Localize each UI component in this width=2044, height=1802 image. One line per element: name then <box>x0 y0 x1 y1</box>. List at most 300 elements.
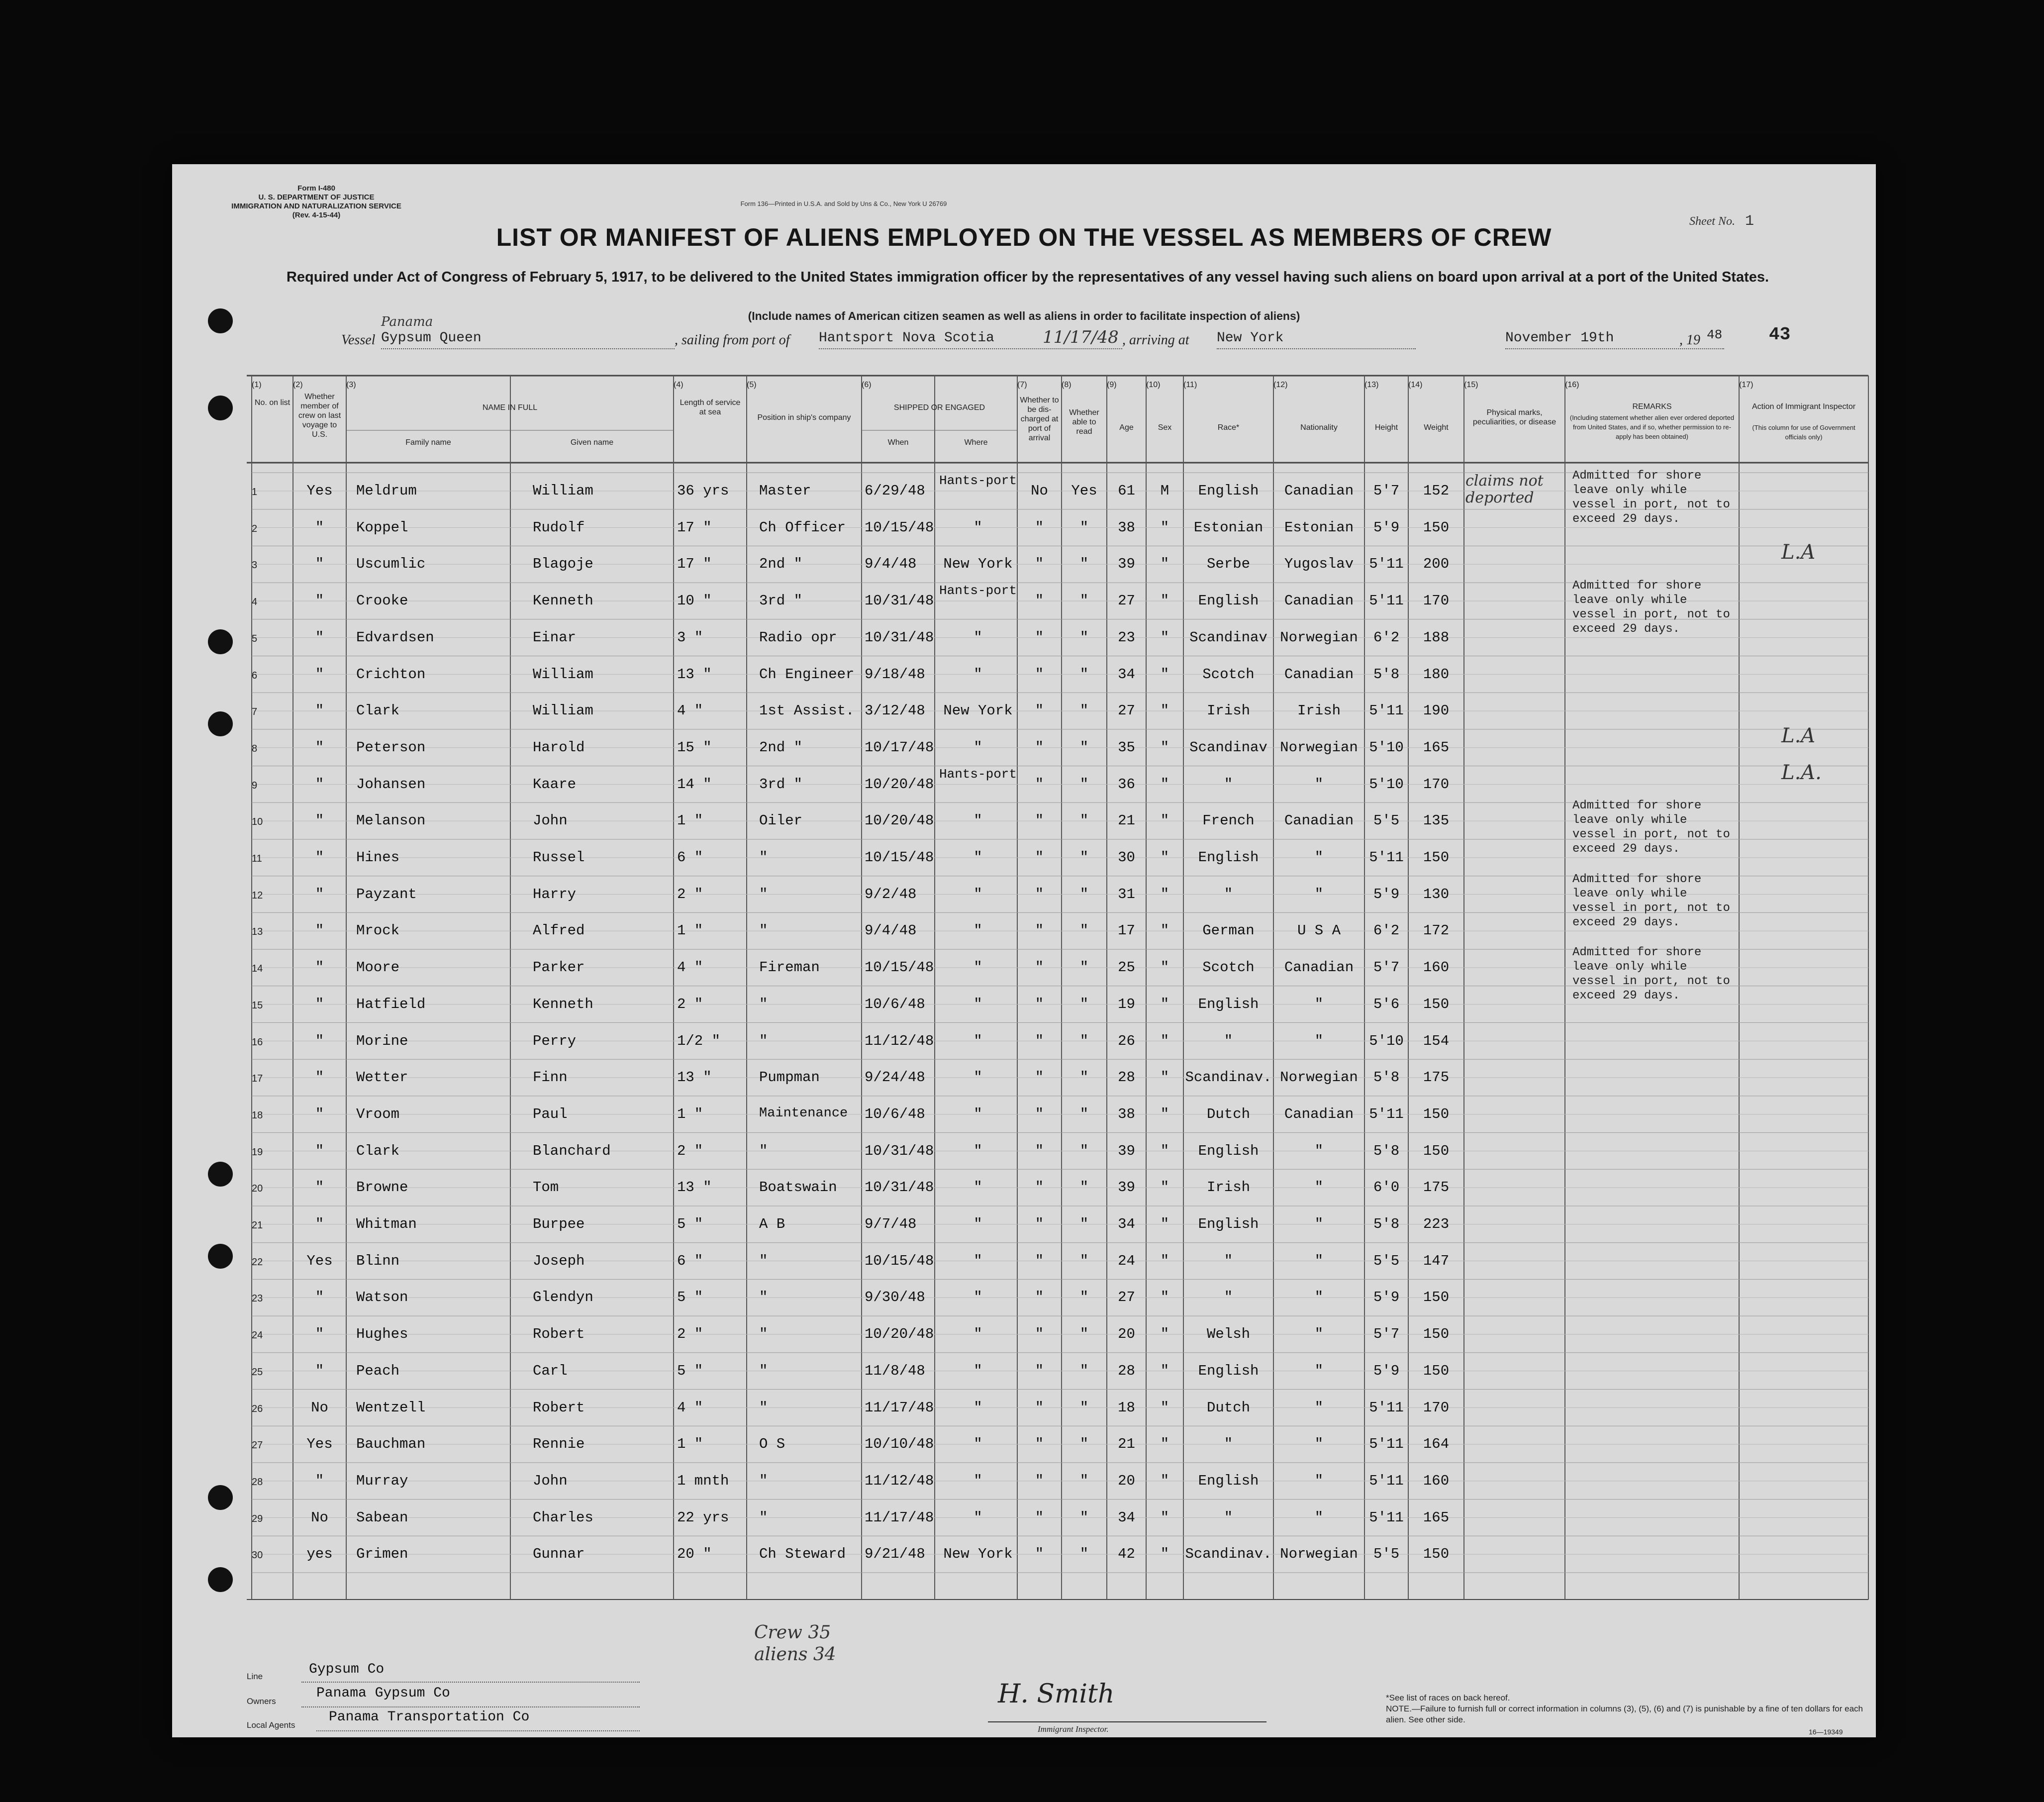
row-number: 20 <box>252 1183 263 1195</box>
rule <box>301 1682 640 1683</box>
cell-read: " <box>1079 1436 1089 1453</box>
cell-sex: " <box>1160 519 1169 536</box>
cell-height: 6'2 <box>1373 629 1400 646</box>
cell-service: 1 mnth <box>677 1472 729 1489</box>
owners-value: Panama Gypsum Co <box>316 1686 450 1701</box>
cell-family: Grimen <box>356 1546 408 1563</box>
cell-sex: " <box>1160 1142 1169 1159</box>
cell-disch: " <box>1035 1436 1044 1453</box>
inspector-mark: L.A. <box>1781 761 1822 784</box>
physical-marks-note: claims not deported <box>1465 472 1544 506</box>
cell-nat: " <box>1314 1216 1324 1232</box>
cell-race: English <box>1198 849 1259 866</box>
cell-read: " <box>1079 1142 1089 1159</box>
cell-when: 10/15/48 <box>865 1252 934 1269</box>
cell-age: 39 <box>1118 1142 1135 1159</box>
cell-where: " <box>973 922 982 939</box>
remark-note: Admitted for shore leave only while vessel in port, not to exceed 29 days. <box>1572 872 1730 929</box>
column-number: (5) <box>747 381 757 389</box>
column-number: (15) <box>1464 381 1478 389</box>
cell-nat: Canadian <box>1284 593 1354 609</box>
cell-position: 3rd " <box>759 776 803 793</box>
cell-race: Scandinav <box>1189 739 1267 756</box>
cell-member: Yes <box>306 1436 333 1453</box>
cell-race: " <box>1224 1032 1233 1049</box>
cell-age: 26 <box>1118 1032 1135 1049</box>
cell-given: Einar <box>533 629 577 646</box>
cell-position: Ch Engineer <box>759 666 855 683</box>
cell-when: 9/21/48 <box>865 1546 925 1563</box>
cell-member: " <box>315 519 324 536</box>
cell-sex: " <box>1160 1472 1169 1489</box>
cell-family: Melanson <box>356 812 426 829</box>
cell-position: " <box>759 1326 768 1343</box>
cell-weight: 150 <box>1423 1326 1450 1343</box>
cell-disch: " <box>1035 812 1044 829</box>
cell-read: " <box>1079 1399 1089 1416</box>
cell-weight: 175 <box>1423 1069 1450 1086</box>
cell-sex: " <box>1160 849 1169 866</box>
header-member: Whether member of crew on last voyage to U.S. <box>298 393 341 439</box>
cell-when: 11/12/48 <box>865 1472 934 1489</box>
row-number: 30 <box>252 1550 263 1561</box>
cell-nat: " <box>1314 776 1324 793</box>
cell-sex: " <box>1160 1362 1169 1379</box>
cell-weight: 150 <box>1423 1105 1450 1122</box>
cell-read: " <box>1079 666 1089 683</box>
cell-read: " <box>1079 1032 1089 1049</box>
penalty-footnote: NOTE.—Failure to furnish full or correct information in columns (3), (5), (6) and (7) is punishable by a fine of ten dollars for each alien. See other side. <box>1386 1704 1863 1724</box>
cell-family: Meldrum <box>356 483 417 499</box>
cell-sex: " <box>1160 1399 1169 1416</box>
cell-family: Koppel <box>356 519 408 536</box>
cell-given: John <box>533 1472 568 1489</box>
cell-given: Kaare <box>533 776 577 793</box>
cell-disch: " <box>1035 886 1044 902</box>
cell-race: English <box>1198 593 1259 609</box>
cell-weight: 135 <box>1423 812 1450 829</box>
cell-service: 6 " <box>677 1252 703 1269</box>
cell-disch: " <box>1035 1142 1044 1159</box>
cell-nat: Norwegian <box>1280 629 1358 646</box>
cell-family: Peterson <box>356 739 426 756</box>
cell-member: " <box>315 593 324 609</box>
cell-age: 61 <box>1118 483 1135 499</box>
cell-family: Murray <box>356 1472 408 1489</box>
cell-where: New York <box>943 702 1013 719</box>
cell-service: 6 " <box>677 849 703 866</box>
cell-position: " <box>759 1399 768 1416</box>
cell-sex: " <box>1160 1509 1169 1526</box>
cell-race: English <box>1198 483 1259 499</box>
rule <box>316 1730 640 1731</box>
cell-member: " <box>315 702 324 719</box>
cell-when: 9/4/48 <box>865 922 917 939</box>
cell-when: 10/10/48 <box>865 1436 934 1453</box>
cell-race: English <box>1198 996 1259 1012</box>
cell-disch: " <box>1035 996 1044 1012</box>
column-number: (17) <box>1739 381 1753 389</box>
cell-position: O S <box>759 1436 785 1453</box>
print-code: 16—19349 <box>1809 1728 1843 1736</box>
cell-when: 10/31/48 <box>865 593 934 609</box>
cell-when: 10/6/48 <box>865 996 925 1012</box>
cell-given: Gunnar <box>533 1546 585 1563</box>
cell-age: 36 <box>1118 776 1135 793</box>
remark-note: Admitted for shore leave only while vessel in port, not to exceed 29 days. <box>1572 469 1730 526</box>
agents-value: Panama Transportation Co <box>329 1709 530 1725</box>
cell-read: " <box>1079 1509 1089 1526</box>
remark-note: Admitted for shore leave only while vessel in port, not to exceed 29 days. <box>1572 579 1730 636</box>
cell-given: Carl <box>533 1362 568 1379</box>
cell-position: Boatswain <box>759 1179 837 1196</box>
cell-given: Robert <box>533 1326 585 1343</box>
service-name: IMMIGRATION AND NATURALIZATION SERVICE <box>231 202 401 210</box>
cell-given: Paul <box>533 1105 568 1122</box>
row-number: 24 <box>252 1330 263 1341</box>
cell-age: 39 <box>1118 556 1135 573</box>
header-position: Position in ship's company <box>757 413 851 422</box>
cell-nat: Canadian <box>1284 1105 1354 1122</box>
cell-family: Crooke <box>356 593 408 609</box>
cell-sex: " <box>1160 1289 1169 1306</box>
cell-family: Payzant <box>356 886 417 902</box>
cell-height: 5'5 <box>1373 1252 1400 1269</box>
cell-where: " <box>973 629 982 646</box>
cell-age: 38 <box>1118 1105 1135 1122</box>
revision: (Rev. 4-15-44) <box>292 211 341 219</box>
row-number: 5 <box>252 633 258 644</box>
cell-read: " <box>1079 1105 1089 1122</box>
cell-age: 27 <box>1118 702 1135 719</box>
cell-where: " <box>973 959 982 976</box>
cell-where: Hants-port <box>939 583 1017 599</box>
cell-weight: 150 <box>1423 996 1450 1012</box>
cell-disch: No <box>1031 483 1048 499</box>
cell-disch: " <box>1035 1546 1044 1563</box>
document-title: LIST OR MANIFEST OF ALIENS EMPLOYED ON THE VESSEL AS MEMBERS OF CREW <box>496 223 1552 251</box>
cell-family: Browne <box>356 1179 408 1196</box>
cell-member: " <box>315 922 324 939</box>
cell-height: 5'11 <box>1369 1509 1404 1526</box>
header-family: Family name <box>405 438 451 447</box>
cell-weight: 172 <box>1423 922 1450 939</box>
cell-family: Hughes <box>356 1326 408 1343</box>
department: U. S. DEPARTMENT OF JUSTICE <box>258 193 375 201</box>
cell-height: 5'5 <box>1373 1546 1400 1563</box>
cell-service: 2 " <box>677 886 703 902</box>
cell-disch: " <box>1035 593 1044 609</box>
cell-age: 19 <box>1118 996 1135 1012</box>
cell-member: " <box>315 1472 324 1489</box>
cell-sex: " <box>1160 556 1169 573</box>
rule <box>301 1706 640 1707</box>
cell-read: " <box>1079 1362 1089 1379</box>
cell-family: Sabean <box>356 1509 408 1526</box>
cell-nat: Norwegian <box>1280 1546 1358 1563</box>
cell-family: Edvardsen <box>356 629 434 646</box>
cell-read: " <box>1079 1069 1089 1086</box>
cell-sex: " <box>1160 666 1169 683</box>
cell-sex: " <box>1160 1069 1169 1086</box>
cell-sex: " <box>1160 1179 1169 1196</box>
cell-race: Serbe <box>1206 556 1250 573</box>
column-number: (14) <box>1408 381 1423 389</box>
cell-sex: " <box>1160 1326 1169 1343</box>
cell-height: 5'11 <box>1369 593 1404 609</box>
cell-height: 5'10 <box>1369 739 1404 756</box>
inspector-mark: L.A <box>1781 724 1816 747</box>
column-number: (2) <box>293 381 303 389</box>
cell-age: 30 <box>1118 849 1135 866</box>
cell-where: New York <box>943 1546 1013 1563</box>
crew-count-note <box>754 1622 836 1666</box>
cell-age: 35 <box>1118 739 1135 756</box>
cell-when: 3/12/48 <box>865 702 925 719</box>
cell-weight: 160 <box>1423 1472 1450 1489</box>
cell-position: A B <box>759 1216 785 1232</box>
header-where: Where <box>964 438 988 447</box>
cell-family: Blinn <box>356 1252 400 1269</box>
cell-given: Kenneth <box>533 996 593 1012</box>
cell-height: 5'8 <box>1373 1069 1400 1086</box>
remark-note: Admitted for shore leave only while vessel in port, not to exceed 29 days. <box>1572 946 1730 1003</box>
header-shipped: SHIPPED OR ENGAGED <box>893 403 985 412</box>
cell-family: Bauchman <box>356 1436 426 1453</box>
cell-given: Harry <box>533 886 577 902</box>
cell-race: Scotch <box>1202 959 1255 976</box>
header-height: Height <box>1374 423 1398 432</box>
cell-race: Estonian <box>1193 519 1264 536</box>
cell-member: " <box>315 812 324 829</box>
cell-read: " <box>1079 1289 1089 1306</box>
cell-when: 6/29/48 <box>865 483 925 499</box>
cell-member: " <box>315 1069 324 1086</box>
inspector-mark: L.A <box>1781 541 1816 564</box>
cell-sex: " <box>1160 702 1169 719</box>
header-sex: Sex <box>1158 423 1172 432</box>
cell-height: 5'9 <box>1373 519 1400 536</box>
race-footnote: *See list of races on back hereof. <box>1386 1693 1510 1702</box>
cell-member: " <box>315 849 324 866</box>
cell-family: Hatfield <box>356 996 426 1012</box>
cell-service: 17 " <box>677 556 712 573</box>
cell-service: 1/2 " <box>677 1032 721 1049</box>
cell-when: 10/20/48 <box>865 812 934 829</box>
cell-member: " <box>315 1289 324 1306</box>
cell-when: 9/24/48 <box>865 1069 925 1086</box>
cell-nat: Canadian <box>1284 483 1354 499</box>
cell-weight: 175 <box>1423 1179 1450 1196</box>
cell-where: " <box>973 1362 982 1379</box>
cell-weight: 147 <box>1423 1252 1450 1269</box>
cell-service: 10 " <box>677 593 712 609</box>
cell-weight: 165 <box>1423 1509 1450 1526</box>
cell-member: " <box>315 776 324 793</box>
cell-sex: " <box>1160 1436 1169 1453</box>
cell-height: 5'10 <box>1369 1032 1404 1049</box>
cell-family: Morine <box>356 1032 408 1049</box>
cell-when: 11/17/48 <box>865 1509 934 1526</box>
cell-member: Yes <box>306 483 333 499</box>
cell-read: " <box>1079 629 1089 646</box>
vessel-label: Vessel <box>341 332 376 348</box>
cell-sex: " <box>1160 1216 1169 1232</box>
cell-service: 15 " <box>677 739 712 756</box>
row-number: 15 <box>252 1000 263 1011</box>
cell-disch: " <box>1035 1032 1044 1049</box>
cell-age: 17 <box>1118 922 1135 939</box>
sheet-value: 1 <box>1745 213 1754 230</box>
cell-service: 4 " <box>677 959 703 976</box>
cell-height: 5'9 <box>1373 886 1400 902</box>
cell-when: 9/7/48 <box>865 1216 917 1232</box>
row-number: 7 <box>252 706 258 718</box>
row-number: 27 <box>252 1440 263 1451</box>
cell-where: " <box>973 1326 982 1343</box>
column-number: (7) <box>1017 381 1027 389</box>
cell-position: " <box>759 1509 768 1526</box>
cell-where: New York <box>943 556 1013 573</box>
header-weight: Weight <box>1424 423 1449 432</box>
cell-read: " <box>1079 1216 1089 1232</box>
cell-given: Joseph <box>533 1252 585 1269</box>
cell-service: 5 " <box>677 1362 703 1379</box>
cell-height: 5'8 <box>1373 1216 1400 1232</box>
cell-service: 13 " <box>677 666 712 683</box>
cell-where: " <box>973 739 982 756</box>
cell-given: Blagoje <box>533 556 593 573</box>
cell-sex: " <box>1160 996 1169 1012</box>
cell-given: Charles <box>533 1509 593 1526</box>
cell-nat: Canadian <box>1284 812 1354 829</box>
cell-age: 28 <box>1118 1069 1135 1086</box>
cell-weight: 150 <box>1423 849 1450 866</box>
cell-position: Radio opr <box>759 629 837 646</box>
line-value: Gypsum Co <box>309 1662 385 1677</box>
document-note: (Include names of American citizen seamen as well as aliens in order to facilitate inspection of aliens) <box>748 309 1300 322</box>
cell-height: 5'11 <box>1369 1436 1404 1453</box>
cell-sex: " <box>1160 922 1169 939</box>
cell-sex: " <box>1160 1105 1169 1122</box>
manifest-sheet <box>172 164 1876 1737</box>
cell-weight: 170 <box>1423 593 1450 609</box>
cell-disch: " <box>1035 1509 1044 1526</box>
cell-given: Tom <box>533 1179 559 1196</box>
cell-service: 2 " <box>677 1142 703 1159</box>
cell-height: 5'7 <box>1373 1326 1400 1343</box>
cell-age: 21 <box>1118 812 1135 829</box>
cell-position: " <box>759 996 768 1012</box>
year-prefix: , 19 <box>1679 332 1700 348</box>
cell-given: Burpee <box>533 1216 585 1232</box>
cell-position: 2nd " <box>759 739 803 756</box>
cell-given: Parker <box>533 959 585 976</box>
cell-read: " <box>1079 593 1089 609</box>
column-number: (3) <box>346 381 356 389</box>
cell-disch: " <box>1035 959 1044 976</box>
cell-when: 9/4/48 <box>865 556 917 573</box>
cell-position: " <box>759 1472 768 1489</box>
cell-service: 22 yrs <box>677 1509 729 1526</box>
cell-height: 5'8 <box>1373 666 1400 683</box>
cell-nat: Estonian <box>1284 519 1354 536</box>
cell-position: " <box>759 886 768 902</box>
cell-weight: 154 <box>1423 1032 1450 1049</box>
cell-age: 39 <box>1118 1179 1135 1196</box>
cell-service: 2 " <box>677 1326 703 1343</box>
cell-given: Blanchard <box>533 1142 611 1159</box>
cell-race: English <box>1198 1216 1259 1232</box>
cell-sex: " <box>1160 886 1169 902</box>
cell-member: " <box>315 1142 324 1159</box>
cell-weight: 150 <box>1423 1546 1450 1563</box>
cell-disch: " <box>1035 776 1044 793</box>
cell-given: Rennie <box>533 1436 585 1453</box>
cell-family: Moore <box>356 959 400 976</box>
row-number: 4 <box>252 597 258 608</box>
cell-race: Scandinav. <box>1185 1546 1272 1563</box>
column-number: (12) <box>1273 381 1288 389</box>
row-number: 22 <box>252 1256 263 1268</box>
cell-where: " <box>973 1179 982 1196</box>
cell-weight: 170 <box>1423 776 1450 793</box>
cell-read: " <box>1079 849 1089 866</box>
header-service: Length of service at sea <box>680 399 741 416</box>
row-number: 13 <box>252 926 263 938</box>
cell-race: French <box>1202 812 1255 829</box>
cell-read: " <box>1079 959 1089 976</box>
cell-family: Hines <box>356 849 400 866</box>
column-number: (9) <box>1107 381 1117 389</box>
cell-when: 10/20/48 <box>865 1326 934 1343</box>
cell-read: " <box>1079 739 1089 756</box>
cell-height: 5'6 <box>1373 996 1400 1012</box>
cell-weight: 150 <box>1423 1142 1450 1159</box>
sailing-label: , sailing from port of <box>675 332 790 348</box>
cell-member: " <box>315 1032 324 1049</box>
cell-race: Welsh <box>1206 1326 1250 1343</box>
cell-given: William <box>533 483 593 499</box>
cell-sex: " <box>1160 812 1169 829</box>
cell-member: " <box>315 739 324 756</box>
cell-age: 34 <box>1118 666 1135 683</box>
cell-sex: " <box>1160 776 1169 793</box>
cell-age: 27 <box>1118 1289 1135 1306</box>
row-number: 29 <box>252 1513 263 1524</box>
owners-label: Owners <box>247 1697 276 1706</box>
cell-member: " <box>315 886 324 902</box>
cell-member: " <box>315 1179 324 1196</box>
cell-race: " <box>1224 886 1233 902</box>
cell-position: " <box>759 1252 768 1269</box>
cell-sex: " <box>1160 1032 1169 1049</box>
cell-weight: 130 <box>1423 886 1450 902</box>
cell-service: 14 " <box>677 776 712 793</box>
cell-family: Peach <box>356 1362 400 1379</box>
cell-where: " <box>973 849 982 866</box>
cell-race: English <box>1198 1472 1259 1489</box>
cell-read: " <box>1079 1326 1089 1343</box>
cell-disch: " <box>1035 1069 1044 1086</box>
cell-sex: " <box>1160 1252 1169 1269</box>
cell-disch: " <box>1035 1179 1044 1196</box>
row-number: 12 <box>252 890 263 901</box>
sheet-label: Sheet No. <box>1689 215 1735 228</box>
cell-when: 10/15/48 <box>865 959 934 976</box>
cell-read: " <box>1079 556 1089 573</box>
row-number: 26 <box>252 1403 263 1414</box>
